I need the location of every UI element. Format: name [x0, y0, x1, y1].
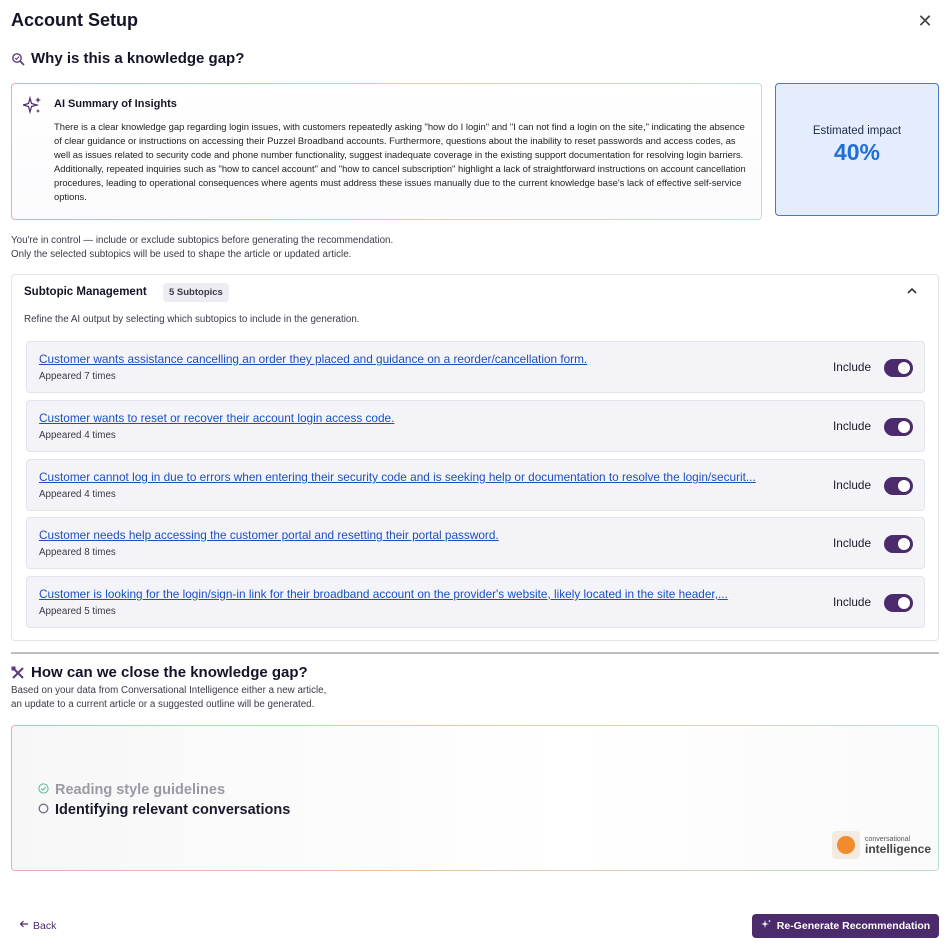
include-toggle[interactable]: [884, 535, 913, 553]
close-section-note: [11, 684, 326, 712]
spinner-icon: [38, 802, 49, 818]
subtopic-link[interactable]: Customer needs help accessing the customer portal and resetting their portal password.: [39, 528, 499, 542]
magnifier-icon: [11, 52, 25, 66]
include-label: Include: [833, 478, 872, 492]
sparkles-icon: [761, 919, 772, 933]
regenerate-label: Re-Generate Recommendation: [776, 920, 931, 932]
subtopic-row: [26, 459, 925, 511]
header: [11, 10, 936, 34]
generation-step-active: [38, 802, 290, 818]
subtopic-link[interactable]: Customer wants assistance cancelling an order they placed and guidance on a reorder/cancellation form.: [39, 352, 588, 366]
step-label: Reading style guidelines: [55, 782, 226, 798]
estimated-impact-card: [775, 83, 939, 216]
ai-summary-card: [11, 83, 762, 220]
close-note-line2: an update to a current article or a suggested outline will be generated.: [11, 699, 315, 710]
control-note: [11, 234, 393, 262]
gap-section-heading: [11, 50, 244, 67]
subtopic-row: [26, 341, 925, 393]
include-label: Include: [833, 536, 872, 550]
subtopic-management-panel: [11, 274, 939, 641]
sparkles-icon: [23, 96, 43, 121]
summary-text: There is a clear knowledge gap regarding login issues, with customers repeatedly asking "how do I login" and "I can not find a login on the site," indicating the absence of clear guidance or instructions on accessing their Puzzel Broadband accounts. Furthermore, questions about the inability to reset passwords and access codes, as well as issues related to security code and phone number functionality, suggest inadequate coverage in the existing support documentation for resolving login barriers. Additionally, repeated inquiries such as "how to cancel account" and "how to cancel subscription" highlight a lack of straightforward instructions on account cancellation procedures, leading to operational consequences where agents must address these issues manually due to the current knowledge base's lack of effective self-service options.: [54, 121, 746, 202]
subtopic-description: Refine the AI output by selecting which subtopics to include in the generation.: [24, 314, 360, 325]
subtopic-count-badge: 5 Subtopics: [163, 283, 229, 302]
subtopic-count: Appeared 4 times: [39, 489, 116, 500]
subtopic-count: Appeared 4 times: [39, 430, 116, 441]
page-title: Account Setup: [11, 10, 139, 30]
ci-logo-bottom: intelligence: [865, 841, 932, 856]
close-note-line1: Based on your data from Conversational Intelligence either a new article,: [11, 685, 327, 696]
generation-step-done: [38, 782, 225, 798]
close-icon[interactable]: ✕: [917, 11, 933, 31]
include-toggle[interactable]: [884, 418, 913, 436]
include-toggle[interactable]: [884, 359, 913, 377]
impact-value: 40%: [833, 139, 881, 165]
include-label: Include: [833, 360, 872, 374]
back-button[interactable]: [19, 919, 56, 932]
subtopic-row: [26, 517, 925, 569]
control-note-line1: You're in control — include or exclude subtopics before generating the recommendation.: [11, 235, 394, 246]
arrow-left-icon: [19, 919, 29, 932]
impact-label: Estimated impact: [812, 125, 902, 137]
subtopic-row: [26, 576, 925, 628]
check-circle-icon: [38, 782, 49, 798]
control-note-line2: Only the selected subtopics will be used to shape the article or updated article.: [11, 249, 352, 260]
section-divider: [11, 652, 939, 654]
include-toggle[interactable]: [884, 594, 913, 612]
subtopic-link[interactable]: Customer is looking for the login/sign-in link for their broadband account on the provider's website, likely located in the site header,...: [39, 587, 728, 601]
close-heading-text: How can we close the knowledge gap?: [31, 664, 308, 681]
close-section-heading: [11, 664, 308, 681]
subtopic-count: Appeared 5 times: [39, 606, 116, 617]
include-toggle[interactable]: [884, 477, 913, 495]
subtopic-count: Appeared 7 times: [39, 371, 116, 382]
ci-logo-top: conversational: [865, 835, 911, 843]
subtopic-link[interactable]: Customer wants to reset or recover their account login access code.: [39, 411, 395, 425]
regenerate-recommendation-button[interactable]: [752, 914, 939, 938]
gap-heading-text: Why is this a knowledge gap?: [31, 50, 245, 67]
tools-icon: [11, 666, 25, 680]
subtopic-title: Subtopic Management: [24, 286, 147, 298]
conversational-intelligence-logo: [832, 831, 931, 859]
step-label: Identifying relevant conversations: [55, 802, 291, 818]
subtopic-link[interactable]: Customer cannot log in due to errors when entering their security code and is seeking help or documentation to resolve the login/securit...: [39, 470, 756, 484]
subtopic-row: [26, 400, 925, 452]
generation-progress-card: [11, 725, 939, 871]
ci-logo-icon: [832, 831, 860, 859]
summary-title: AI Summary of Insights: [54, 98, 177, 110]
include-label: Include: [833, 419, 872, 433]
include-label: Include: [833, 595, 872, 609]
subtopic-count: Appeared 8 times: [39, 547, 116, 558]
chevron-up-icon[interactable]: [906, 285, 918, 300]
back-label: Back: [33, 919, 57, 932]
